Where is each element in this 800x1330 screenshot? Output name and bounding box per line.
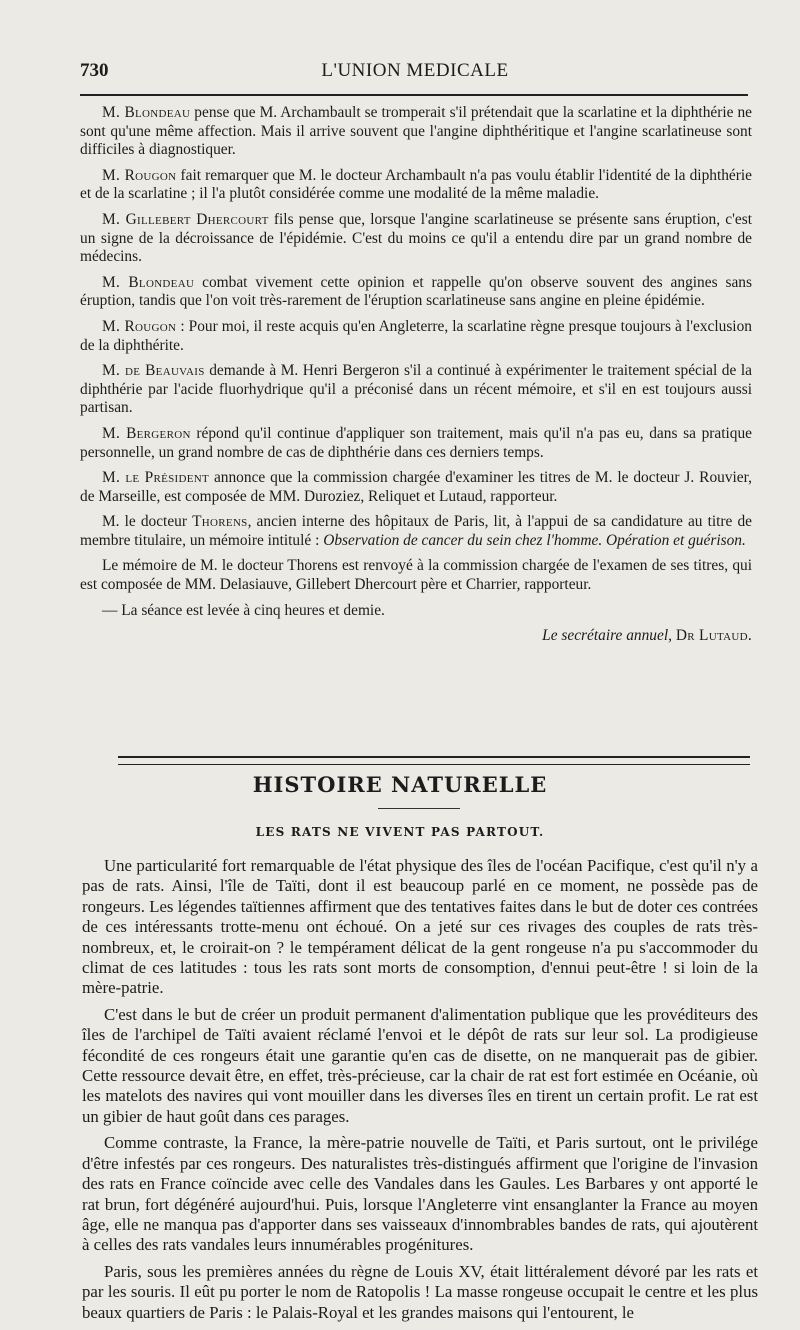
section-divider (118, 756, 750, 765)
referral-paragraph: Le mémoire de M. le docteur Thorens est renvoyé à la commission chargée de l'examen de ses titres, qui est composée de MM. Delasiauve, Gillebert Dhercourt père et Charrier, rapporteur. (80, 557, 752, 594)
minutes-paragraph (80, 211, 752, 267)
article-paragraph: Comme contraste, la France, la mère-patrie nouvelle de Taïti, et Paris surtout, ont le privilége d'être infestés par ces rongeurs. Des naturalistes très-distingués affirment que l'origine de l'invasion des rats en France coïncide avec celle des Vandales dans les Gaules. Les Barbares y ont apporté le rat brun, fort dégénéré aujourd'hui. Puis, lorsque l'Angleterre vint ensanglanter la France au moyen âge, elle ne manqua pas d'apporter dans ses vaisseaux d'innombrables bandes de rats, qui ajoutèrent à celles des rats vandales leurs innumérables progénitures. (82, 1133, 758, 1255)
title-rule (378, 808, 460, 809)
page-header (80, 60, 750, 88)
paragraph-text: fait remarquer que M. le docteur Archambault n'a pas voulu établir l'identité de la diphthérie et de la scarlatine ; il l'a plutôt considérée comme une modalité de la même maladie. (80, 166, 752, 203)
speaker-name: M. Bergeron (102, 424, 191, 442)
minutes-section (80, 104, 752, 653)
thorens-lead: M. le docteur (102, 513, 187, 531)
speaker-name: M. Blondeau (102, 104, 191, 121)
minutes-paragraph (80, 318, 752, 355)
paragraph-text: , ancien interne des hôpitaux de Paris, lit, à l'appui de sa candidature au titre de membre titulaire, un mémoire intitulé : (80, 513, 753, 549)
minutes-paragraph (80, 469, 752, 506)
minutes-paragraph (80, 167, 752, 204)
speaker-name: M. de Beauvais (102, 362, 205, 380)
article-paragraph: C'est dans le but de créer un produit permanent d'alimentation publique que les provéditeurs des îles de l'archipel de Taïti avaient réclamé l'envoi et le dépôt de rats sur leur sol. La prodigieuse fécondité de ces rongeurs était une garantie qu'en cas de disette, on ne manquerait pas de gibier. Cette ressource devait être, en effet, très-précieuse, car la chair de rat est fort estimée en Océanie, où les matelots des navires qui vont mouiller dans les diverses îles en tirent un certain profit. Le rat est un gibier de haut goût dans ces parages. (82, 1004, 758, 1126)
running-title: L'UNION MEDICALE (321, 60, 509, 81)
article-paragraph: Paris, sous les premières années du règne de Louis XV, était littéralement dévoré par les rats et par les souris. Il eût pu porter le nom de Ratopolis ! La masse rongeuse occupait le centre et les plus beaux quartiers de Paris : le Palais-Royal et les grandes maisons qui l'entourent, le (82, 1261, 758, 1322)
paragraph-text: pense que M. Archambault se tromperait s'il prétendait que la scarlatine et la diphthérie ne sont qu'une même affection. Mais il arrive souvent que l'angine diphthéritique et l'angine scarlatineuse sont difficiles à diagnostiquer. (80, 104, 752, 159)
header-rule (80, 94, 748, 96)
speaker-name: M. le Président (102, 469, 210, 487)
minutes-paragraph (80, 362, 752, 418)
speaker-name: Thorens (192, 513, 248, 531)
page-number: 730 (80, 60, 109, 81)
signature-name: Dr Lutaud. (675, 627, 752, 645)
memoir-title: Observation de cancer du sein chez l'homme. Opération et guérison. (323, 531, 746, 549)
paragraph-text: demande à M. Henri Bergeron s'il a continué à expérimenter le traitement spécial de la diphthérie par l'acide fluorhydrique qu'il a préconisé dans un récent mémoire, et s'il en est toujours aussi partisan. (80, 362, 752, 417)
paragraph-text: fils pense que, lorsque l'angine scarlatineuse se présente sans éruption, c'est un signe de la décroissance de l'épidémie. C'est du moins ce qu'il a entendu dire par un grand nombre de médecins. (80, 210, 753, 266)
speaker-name: M. Rougon (102, 166, 177, 184)
speaker-name: M. Rougon (102, 317, 177, 335)
article-paragraph: Une particularité fort remarquable de l'état physique des îles de l'océan Pacifique, c'est qu'il n'y a pas de rats. Ainsi, l'île de Taïti, dont il est beaucoup parlé en ce moment, ne possède pas de rongeurs. Les légendes taïtiennes affirment que des tentatives faites dans le but de doter ces contrées de ces intéressants trotte-menu ont échoué. On a jeté sur ces rivages des couples de rats très-nombreux, et, le croirait-on ? le tempérament délicat de la gent rongeuse n'a pu s'accommoder du climat de ces latitudes : tous les rats sont morts de consomption, d'ennui peut-être ! si loin de la mère-patrie. (82, 856, 758, 998)
signature (80, 627, 752, 646)
signature-role: Le secrétaire annuel, (542, 627, 672, 645)
minutes-paragraph (80, 104, 752, 160)
thorens-paragraph (80, 513, 752, 550)
section-title: HISTOIRE NATURELLE (252, 772, 548, 797)
paragraph-text: combat vivement cette opinion et rappelle qu'on observe souvent des angines sans éruption, tandis que l'on voit très-rarement de l'éruption scarlatineuse sans angine en pleine épidémie. (80, 273, 752, 310)
article-title: LES RATS NE VIVENT PAS PARTOUT. (255, 825, 545, 839)
speaker-name: M. Gillebert Dhercourt (102, 210, 269, 228)
closing-paragraph: — La séance est levée à cinq heures et demie. (102, 601, 385, 619)
minutes-paragraph (80, 425, 752, 462)
minutes-paragraph (80, 274, 752, 311)
paragraph-text: répond qu'il continue d'appliquer son traitement, mais qu'il n'a pas eu, dans sa pratique personnelle, un grand nombre de cas de diphthérie dans ces derniers temps. (80, 424, 753, 461)
article-body (82, 856, 758, 1329)
speaker-name: M. Blondeau (102, 273, 195, 291)
paragraph-text: : Pour moi, il reste acquis qu'en Angleterre, la scarlatine règne presque toujours à l'exclusion de la diphthérite. (80, 317, 752, 354)
paragraph-text: annonce que la commission chargée d'examiner les titres de M. le docteur J. Rouvier, de Marseille, est composée de MM. Duroziez, Reliquet et Lutaud, rapporteur. (80, 469, 752, 505)
